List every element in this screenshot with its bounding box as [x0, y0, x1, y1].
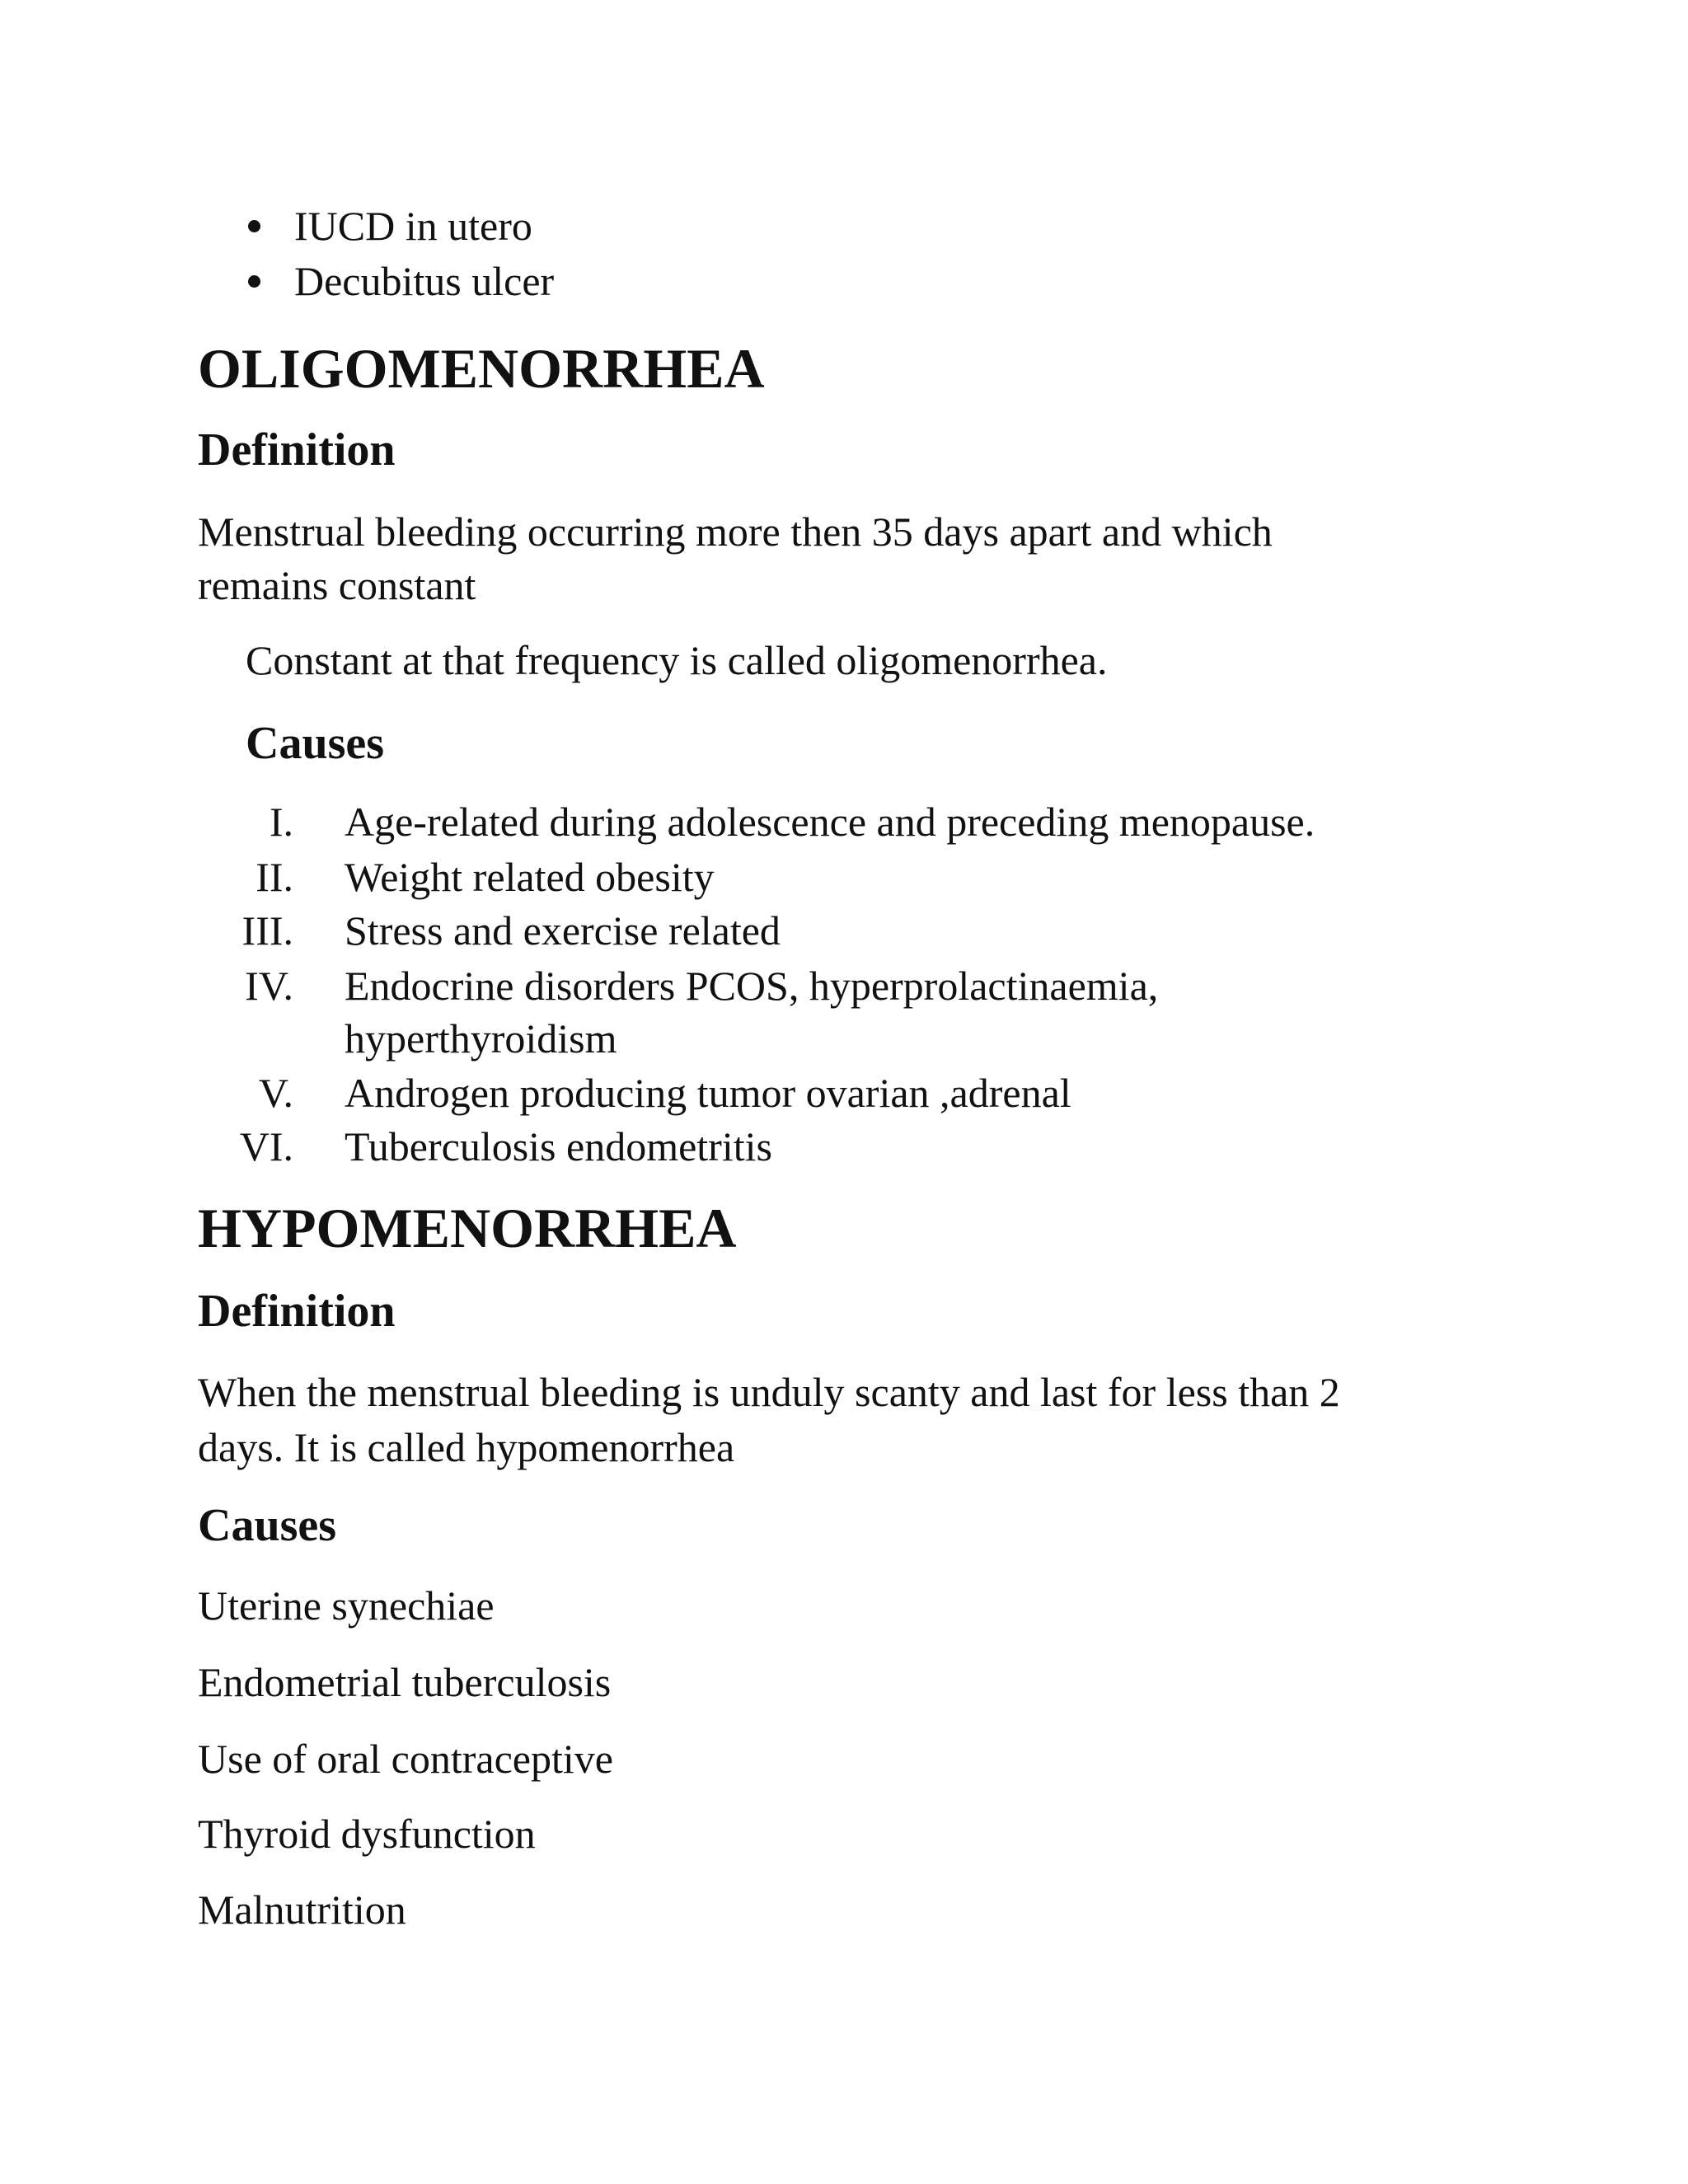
- list-item: Endocrine disorders PCOS, hyperprolactinaemia,: [345, 963, 1159, 1009]
- list-numeral: I.: [269, 799, 293, 845]
- list-numeral: IV.: [245, 963, 293, 1009]
- list-numeral: VI.: [239, 1123, 293, 1169]
- list-item: Thyroid dysfunction: [198, 1811, 536, 1857]
- list-item: Age-related during adolescence and preceding menopause.: [345, 799, 1315, 845]
- list-item: Malnutrition: [198, 1886, 406, 1933]
- note-text: Constant at that frequency is called oligomenorrhea.: [246, 637, 1108, 683]
- list-item: Endometrial tuberculosis: [198, 1659, 612, 1705]
- list-item: Tuberculosis endometritis: [345, 1123, 772, 1169]
- list-numeral: II.: [256, 854, 293, 900]
- causes-heading: Causes: [246, 718, 385, 769]
- list-item: Stress and exercise related: [345, 907, 781, 954]
- section-heading: HYPOMENORRHEA: [198, 1197, 737, 1259]
- definition-text-line: remains constant: [198, 562, 476, 608]
- bullet-item: IUCD in utero: [294, 203, 532, 249]
- definition-heading: Definition: [198, 1286, 396, 1337]
- definition-text-line: days. It is called hypomenorrhea: [198, 1424, 735, 1470]
- list-item: Use of oral contraceptive: [198, 1736, 613, 1782]
- list-item: Uterine synechiae: [198, 1582, 495, 1629]
- list-item: Weight related obesity: [345, 854, 715, 900]
- list-numeral: III.: [241, 907, 293, 954]
- bullet-dot: [248, 275, 260, 288]
- list-item-continuation: hyperthyroidism: [345, 1015, 617, 1062]
- definition-text-line: When the menstrual bleeding is unduly scanty and last for less than 2: [198, 1369, 1340, 1415]
- section-heading: OLIGOMENORRHEA: [198, 337, 765, 400]
- definition-heading: Definition: [198, 424, 396, 476]
- bullet-dot: [248, 220, 260, 232]
- definition-text-line: Menstrual bleeding occurring more then 35 days apart and which: [198, 509, 1273, 555]
- list-item: Androgen producing tumor ovarian ,adrenal: [345, 1070, 1071, 1116]
- bullet-item: Decubitus ulcer: [294, 258, 555, 304]
- list-numeral: V.: [258, 1070, 293, 1116]
- causes-heading: Causes: [198, 1500, 337, 1551]
